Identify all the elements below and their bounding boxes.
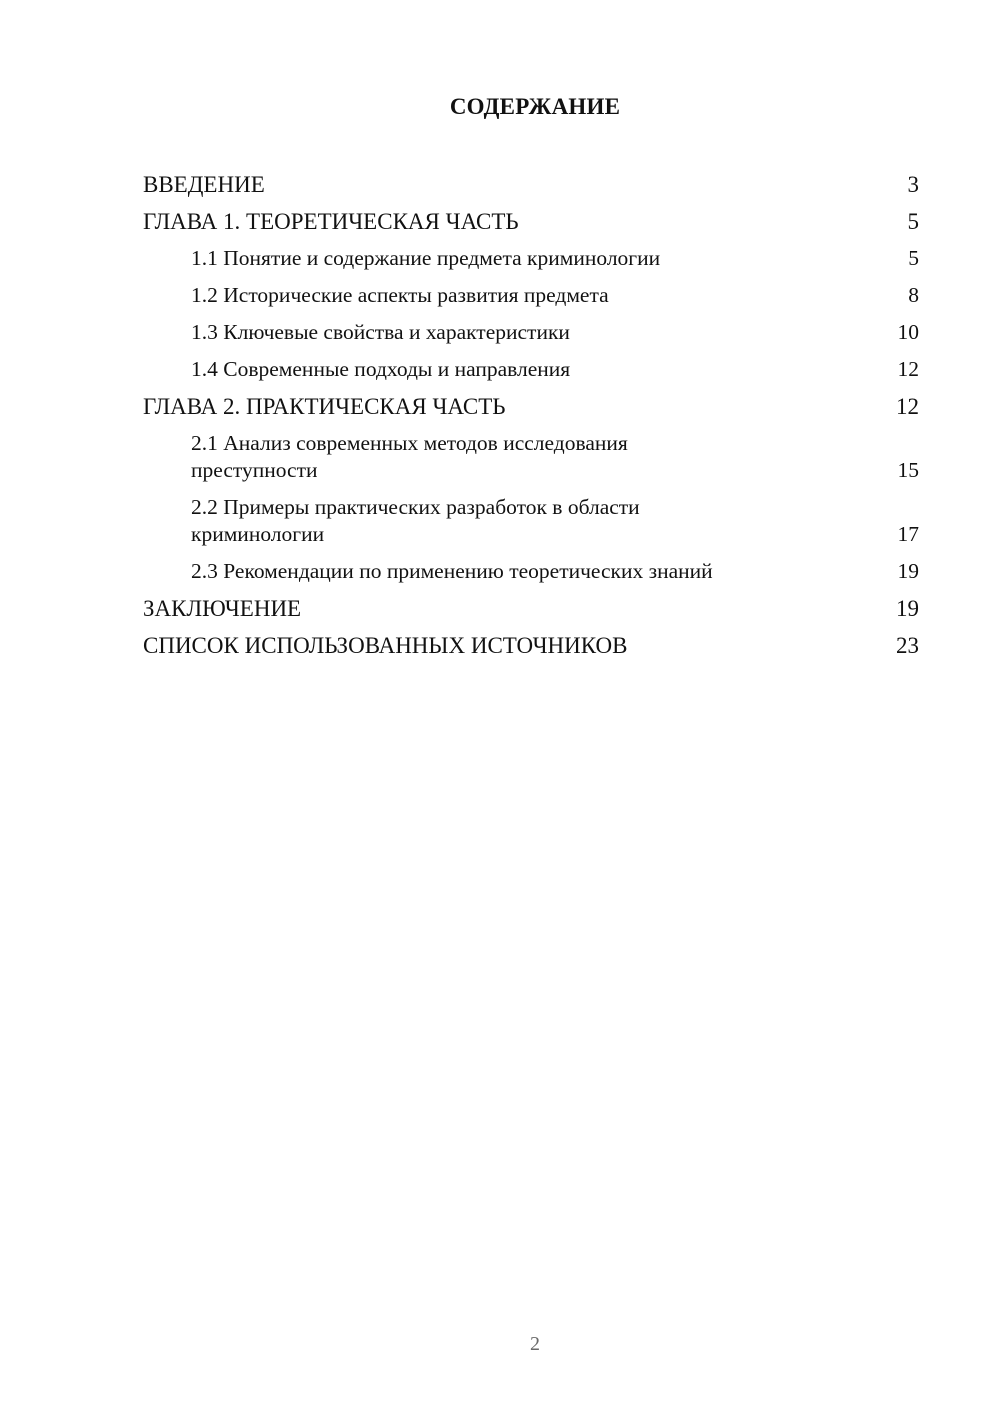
page-number: 2 [530,1333,540,1355]
toc-entry-title: СПИСОК ИСПОЛЬЗОВАННЫХ ИСТОЧНИКОВ [143,633,628,658]
toc-entry-section-2-1[interactable] [143,425,919,489]
toc-entry-page: 12 [897,357,919,381]
toc-entry-chapter-2[interactable] [143,388,919,425]
toc-entry-references[interactable] [143,627,919,664]
toc-title: СОДЕРЖАНИЕ [449,94,621,119]
toc-entry-page: 23 [896,633,919,658]
toc-entry-introduction[interactable] [143,166,919,203]
toc-entry-section-1-2[interactable] [143,277,919,314]
toc-entry-page: 10 [897,320,919,344]
toc-entry-title: ГЛАВА 2. ПРАКТИЧЕСКАЯ ЧАСТЬ [143,394,506,419]
toc-entry-page: 5 [908,246,919,270]
toc-entry-page: 15 [897,458,919,482]
toc-entry-page: 12 [896,394,919,419]
toc-entry-section-1-4[interactable] [143,351,919,388]
toc-entry-page: 19 [896,596,919,621]
table-of-contents [143,166,919,664]
toc-entry-title: 1.4 Современные подходы и направления [191,357,571,381]
toc-entry-title: 1.2 Исторические аспекты развития предмета [191,283,609,307]
toc-entry-page: 19 [897,559,919,583]
toc-entry-page: 3 [907,172,919,197]
toc-entry-section-1-1[interactable] [143,240,919,277]
toc-entry-title: 2.3 Рекомендации по применению теоретических знаний [191,559,713,583]
toc-entry-title: 2.1 Анализ современных методов исследования преступности [191,431,628,482]
toc-entry-title: ВВЕДЕНИЕ [143,172,265,197]
toc-entry-title: ГЛАВА 1. ТЕОРЕТИЧЕСКАЯ ЧАСТЬ [143,209,519,234]
toc-entry-section-1-3[interactable] [143,314,919,351]
toc-entry-page: 5 [907,209,919,234]
toc-entry-title: 2.2 Примеры практических разработок в области криминологии [191,495,640,546]
toc-entry-section-2-2[interactable] [143,489,919,553]
toc-entry-conclusion[interactable] [143,590,919,627]
toc-entry-page: 17 [897,522,919,546]
toc-entry-title: ЗАКЛЮЧЕНИЕ [143,596,302,621]
toc-entry-section-2-3[interactable] [143,553,919,590]
toc-entry-page: 8 [908,283,919,307]
toc-entry-title: 1.3 Ключевые свойства и характеристики [191,320,570,344]
toc-entry-chapter-1[interactable] [143,203,919,240]
toc-entry-title: 1.1 Понятие и содержание предмета криминологии [191,246,661,270]
